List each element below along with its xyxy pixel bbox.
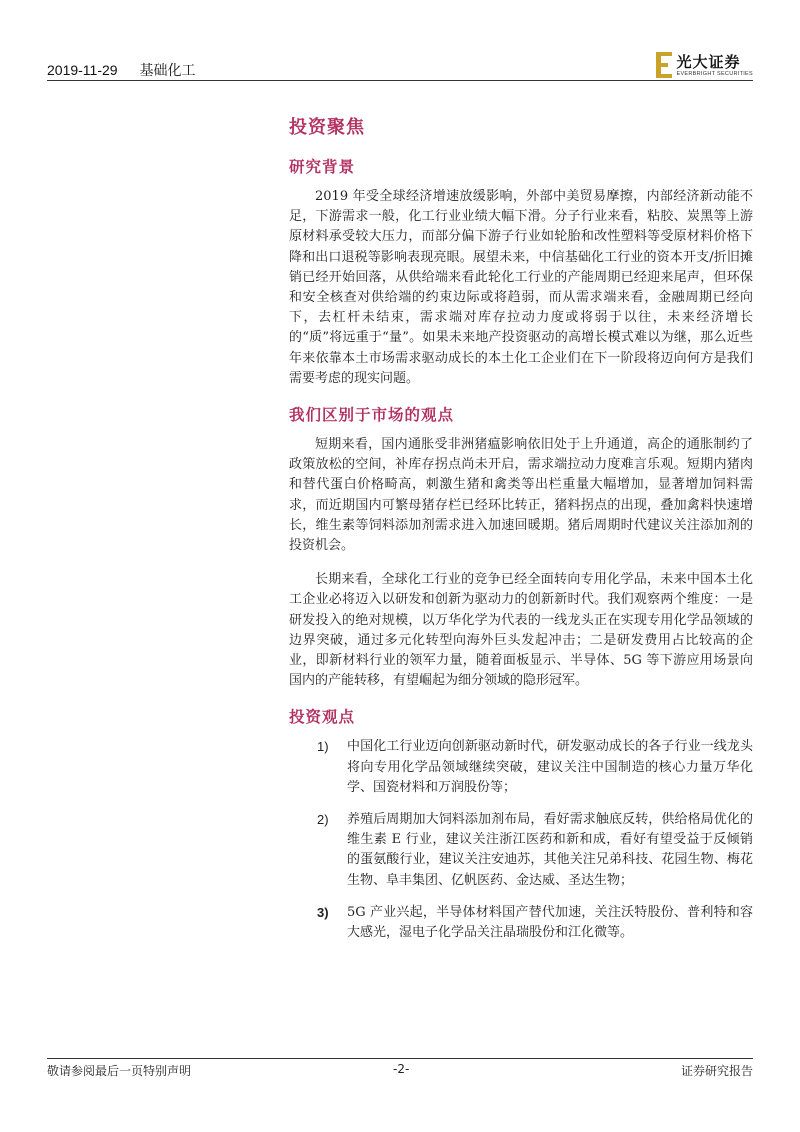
logo-name-en: EVERBRIGHT SECURITIES xyxy=(676,70,753,77)
header-meta xyxy=(47,60,213,80)
list-item-text: 中国化工行业迈向创新驱动新时代，研发驱动成长的各子行业一线龙头将向专用化学品领域继续突破，建议关注中国制造的核心力量万华化学、国瓷材料和万润股份等； xyxy=(347,739,753,795)
list-item-number: 2) xyxy=(317,812,329,828)
logo-icon xyxy=(656,52,672,78)
report-date: 2019-11-29 xyxy=(47,62,118,78)
logo-name-cn: 光大证券 xyxy=(676,52,741,71)
paragraph-background: 2019 年受全球经济增速放缓影响，外部中美贸易摩擦，内部经济新动能不足，下游需求一般，化工行业业绩大幅下滑。分子行业来看，粘胶、炭黑等上游原材料承受较大压力，而部分偏下游子行业如轮胎和改性塑料等受原材料价格下降和出口退税等影响表现亮眼。展望未来，中信基础化工行业的资本开支/折旧摊销已经开始回落，从供给端来看此轮化工行业的产能周期已经迎来尾声，但环保和安全核查对供给端的约束边际或将趋弱，而从需求端来看，金融周期已经向下，去杠杆未结束，需求端对库存拉动力度或将弱于以往，未来经济增长的“质”将远重于“量”。如果未来地产投资驱动的高增长模式难以为继，那么近些年来依靠本土市场需求驱动成长的本土化工企业们在下一阶段将迈向何方是我们需要考虑的现实问题。 xyxy=(289,189,753,386)
footer-disclaimer: 敬请参阅最后一页特别声明 xyxy=(47,1064,192,1078)
list-item xyxy=(289,737,753,798)
section-heading-investment-view: 投资观点 xyxy=(289,707,356,727)
list-item xyxy=(289,810,753,891)
list-item-text: 5G 产业兴起，半导体材料国产替代加速，关注沃特股份、普利特和容大感光，湿电子化学品关注晶瑞股份和江化微等。 xyxy=(347,904,753,941)
section-heading-background: 研究背景 xyxy=(289,157,356,176)
footer-report-type: 证券研究报告 xyxy=(680,1064,753,1078)
company-logo xyxy=(656,52,754,78)
page-number: -2- xyxy=(393,1062,410,1076)
list-item-number: 3) xyxy=(317,904,329,920)
paragraph-long-term: 长期来看，全球化工行业的竞争已经全面转向专用化学品，未来中国本土化工企业必将迈入以研发和创新为驱动力的创新新时代。我们观察两个维度：一是研发投入的绝对规模，以万华化学为代表的一线龙头正在实现专用化学品领域的边界突破，通过多元化转型向海外巨头发起冲击；二是研发费用占比较高的企业，即新材料行业的领军力量，随着面板显示、半导体、5G 等下游应用场景向国内的产能转移，有望崛起为细分领域的隐形冠军。 xyxy=(289,572,753,689)
page-header xyxy=(47,52,753,82)
section-heading-differentiated-view: 我们区别于市场的观点 xyxy=(289,405,455,425)
footer-divider xyxy=(47,1058,753,1059)
list-item xyxy=(289,903,753,943)
investment-list xyxy=(289,737,753,943)
list-item-number: 1) xyxy=(317,739,329,755)
main-content xyxy=(289,105,753,955)
list-item-text: 养殖后周期加大饲料添加剂布局，看好需求触底反转，供给格局优化的维生素 E 行业，建议关注浙江医药和新和成，看好有望受益于反倾销的蛋氨酸行业，建议关注安迪苏，其他关注兄弟科技、花园生物、梅花生物、阜丰集团、亿帆医药、金达威、圣达生物； xyxy=(347,812,753,888)
paragraph-short-term: 短期来看，国内通胀受非洲猪瘟影响依旧处于上升通道，高企的通胀制约了政策放松的空间，补库存拐点尚未开启，需求端拉动力度难言乐观。短期内猪肉和替代蛋白价格畸高，刺激生猪和禽类等出栏重量大幅增加，显著增加饲料需求，而近期国内可繁母猪存栏已经环比转正，猪料拐点的出现，叠加禽料快速增长，维生素等饲料添加剂需求进入加速回暖期。猪后周期时代建议关注添加剂的投资机会。 xyxy=(289,437,753,554)
report-category: 基础化工 xyxy=(139,62,196,78)
header-divider xyxy=(47,80,753,81)
page-title: 投资聚焦 xyxy=(289,117,365,138)
